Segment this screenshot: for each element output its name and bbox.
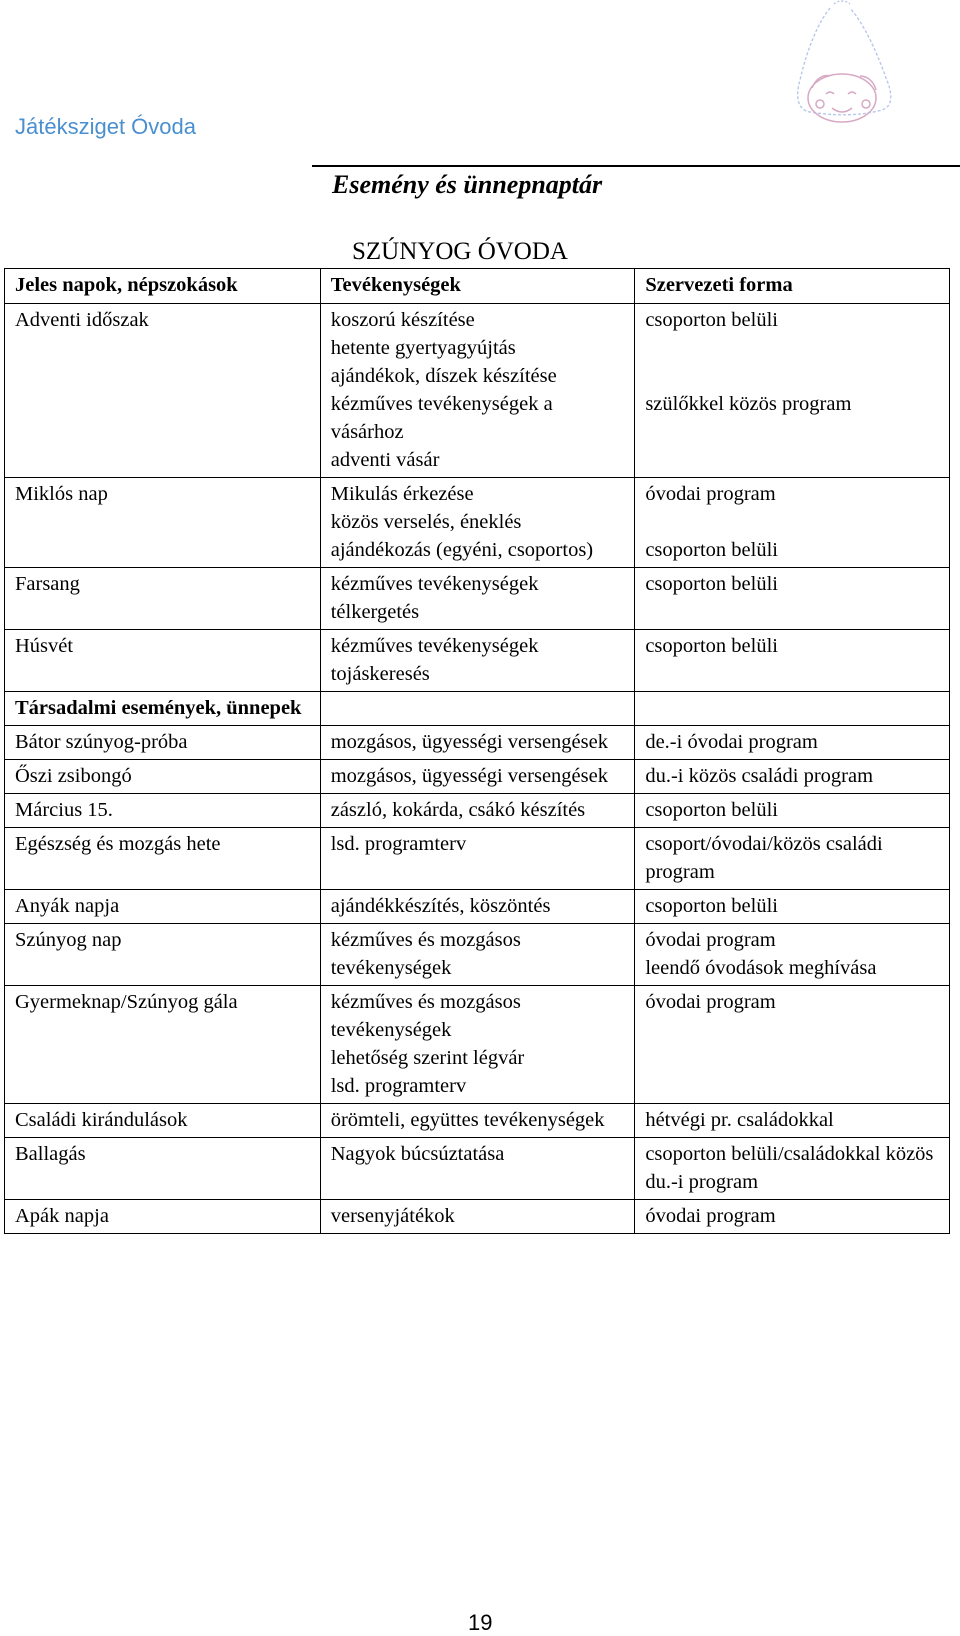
organization-cell [635,478,950,568]
table-row [5,568,950,630]
table-row [5,1138,950,1200]
event-cell: Őszi zsibongó [5,760,321,794]
event-cell: Apák napja [5,1200,321,1234]
table-header [5,269,950,304]
activity-text: tojáskeresés [330,663,430,685]
event-cell: Szúnyog nap [5,924,321,986]
organization-text: csoport/óvodai/közös családi program [645,833,883,883]
organization-text: du.-i közös családi program [645,765,874,787]
activity-text: mozgásos, ügyességi versengések [330,731,608,753]
event-cell: Gyermeknap/Szúnyog gála [5,986,321,1104]
activity-text: kézműves tevékenységek [330,635,539,657]
event-cell: Családi kirándulások [5,1104,321,1138]
activity-text: hetente gyertyagyújtás [330,337,516,359]
organization-cell [635,986,950,1104]
organization-cell [635,890,950,924]
table-row [5,794,950,828]
event-cell: Húsvét [5,630,321,692]
event-cell: Egészség és mozgás hete [5,828,321,890]
activity-text: ajándékozás (egyéni, csoportos) [330,539,594,561]
activities-cell [320,760,635,794]
organization-cell [635,726,950,760]
organization-text: csoporton belüli [645,635,778,657]
organization-cell [635,1200,950,1234]
activities-cell [320,794,635,828]
activity-text: télkergetés [330,601,420,623]
column-header-activities: Tevékenységek [320,269,635,304]
organization-cell [635,568,950,630]
table-row [5,760,950,794]
event-cell: Miklós nap [5,478,321,568]
organization-text: szülőkkel közös program [645,393,852,415]
activity-text: koszorú készítése [330,309,475,331]
activity-text: mozgásos, ügyességi versengések [330,765,608,787]
table-row [5,478,950,568]
organization-text: de.-i óvodai program [645,731,818,753]
activity-text: közös verselés, éneklés [330,511,522,533]
activities-cell [320,478,635,568]
activities-cell [320,1200,635,1234]
column-header-organization: Szervezeti forma [635,269,950,304]
activities-cell [320,630,635,692]
organization-text: csoporton belüli [645,309,778,331]
activity-text: lsd. programterv [330,1075,467,1097]
event-cell: Ballagás [5,1138,321,1200]
organization-text: óvodai program [645,929,776,951]
organization-text: óvodai program [645,991,776,1013]
activity-text: kézműves tevékenységek a vásárhoz [330,393,553,443]
activities-cell [320,890,635,924]
organization-text: csoporton belüli [645,539,778,561]
activity-text: ajándékok, díszek készítése [330,365,557,387]
activities-cell [320,568,635,630]
event-cell: Farsang [5,568,321,630]
organization-text: óvodai program [645,1205,776,1227]
activity-text: kézműves és mozgásos tevékenységek [330,929,521,979]
organization-cell [635,794,950,828]
child-face-logo-icon [790,0,900,140]
organization-cell [635,630,950,692]
event-cell: Bátor szúnyog-próba [5,726,321,760]
document-title: Esemény és ünnepnaptár [332,170,603,199]
organization-cell [635,304,950,478]
spacer [645,508,939,536]
activity-text: lsd. programterv [330,833,467,855]
activities-cell [320,828,635,890]
organization-cell [635,924,950,986]
header-rule [312,165,960,167]
organization-text: csoporton belüli [645,573,778,595]
activity-text: lehetőség szerint légvár [330,1047,525,1069]
school-name: Játéksziget Óvoda [15,114,196,139]
event-cell: Adventi időszak [5,304,321,478]
organization-text: csoporton belüli [645,799,778,821]
activities-cell [320,924,635,986]
table-title: SZÚNYOG ÓVODA [352,238,568,265]
activities-cell [320,304,635,478]
activity-text: ajándékkészítés, köszöntés [330,895,551,917]
page-number: 19 [468,1610,493,1635]
activity-text: zászló, kokárda, csákó készítés [330,799,586,821]
table-row [5,828,950,890]
spacer [645,334,939,362]
table-row [5,986,950,1104]
event-cell: Március 15. [5,794,321,828]
activity-text: örömteli, együttes tevékenységek [330,1109,605,1131]
organization-text: hétvégi pr. családokkal [645,1109,834,1131]
column-header-events: Jeles napok, népszokások [5,269,321,304]
activities-cell [320,1138,635,1200]
table-row [5,304,950,478]
organization-cell [635,692,950,726]
activities-cell [320,1104,635,1138]
table-row [5,692,950,726]
table-row [5,1200,950,1234]
organization-text: csoporton belüli [645,895,778,917]
table-row [5,1104,950,1138]
table-row [5,726,950,760]
events-table [4,268,950,1234]
table-body [5,304,950,1234]
table-row [5,924,950,986]
activities-cell [320,726,635,760]
organization-cell [635,828,950,890]
spacer [645,362,939,390]
organization-cell [635,760,950,794]
organization-text: csoporton belüli/családokkal közös du.-i program [645,1143,934,1193]
table-row [5,890,950,924]
event-cell: Anyák napja [5,890,321,924]
activities-cell [320,986,635,1104]
activity-text: Nagyok búcsúztatása [330,1143,505,1165]
organization-text: óvodai program [645,483,776,505]
organization-cell [635,1104,950,1138]
organization-text: leendő óvodások meghívása [645,957,877,979]
activities-cell [320,692,635,726]
activity-text: Mikulás érkezése [330,483,474,505]
header-row [5,269,950,304]
activity-text: kézműves és mozgásos tevékenységek [330,991,521,1041]
organization-cell [635,1138,950,1200]
activity-text: versenyjátékok [330,1205,455,1227]
activity-text: adventi vásár [330,449,440,471]
event-cell: Társadalmi események, ünnepek [5,692,321,726]
table-row [5,630,950,692]
activity-text: kézműves tevékenységek [330,573,539,595]
